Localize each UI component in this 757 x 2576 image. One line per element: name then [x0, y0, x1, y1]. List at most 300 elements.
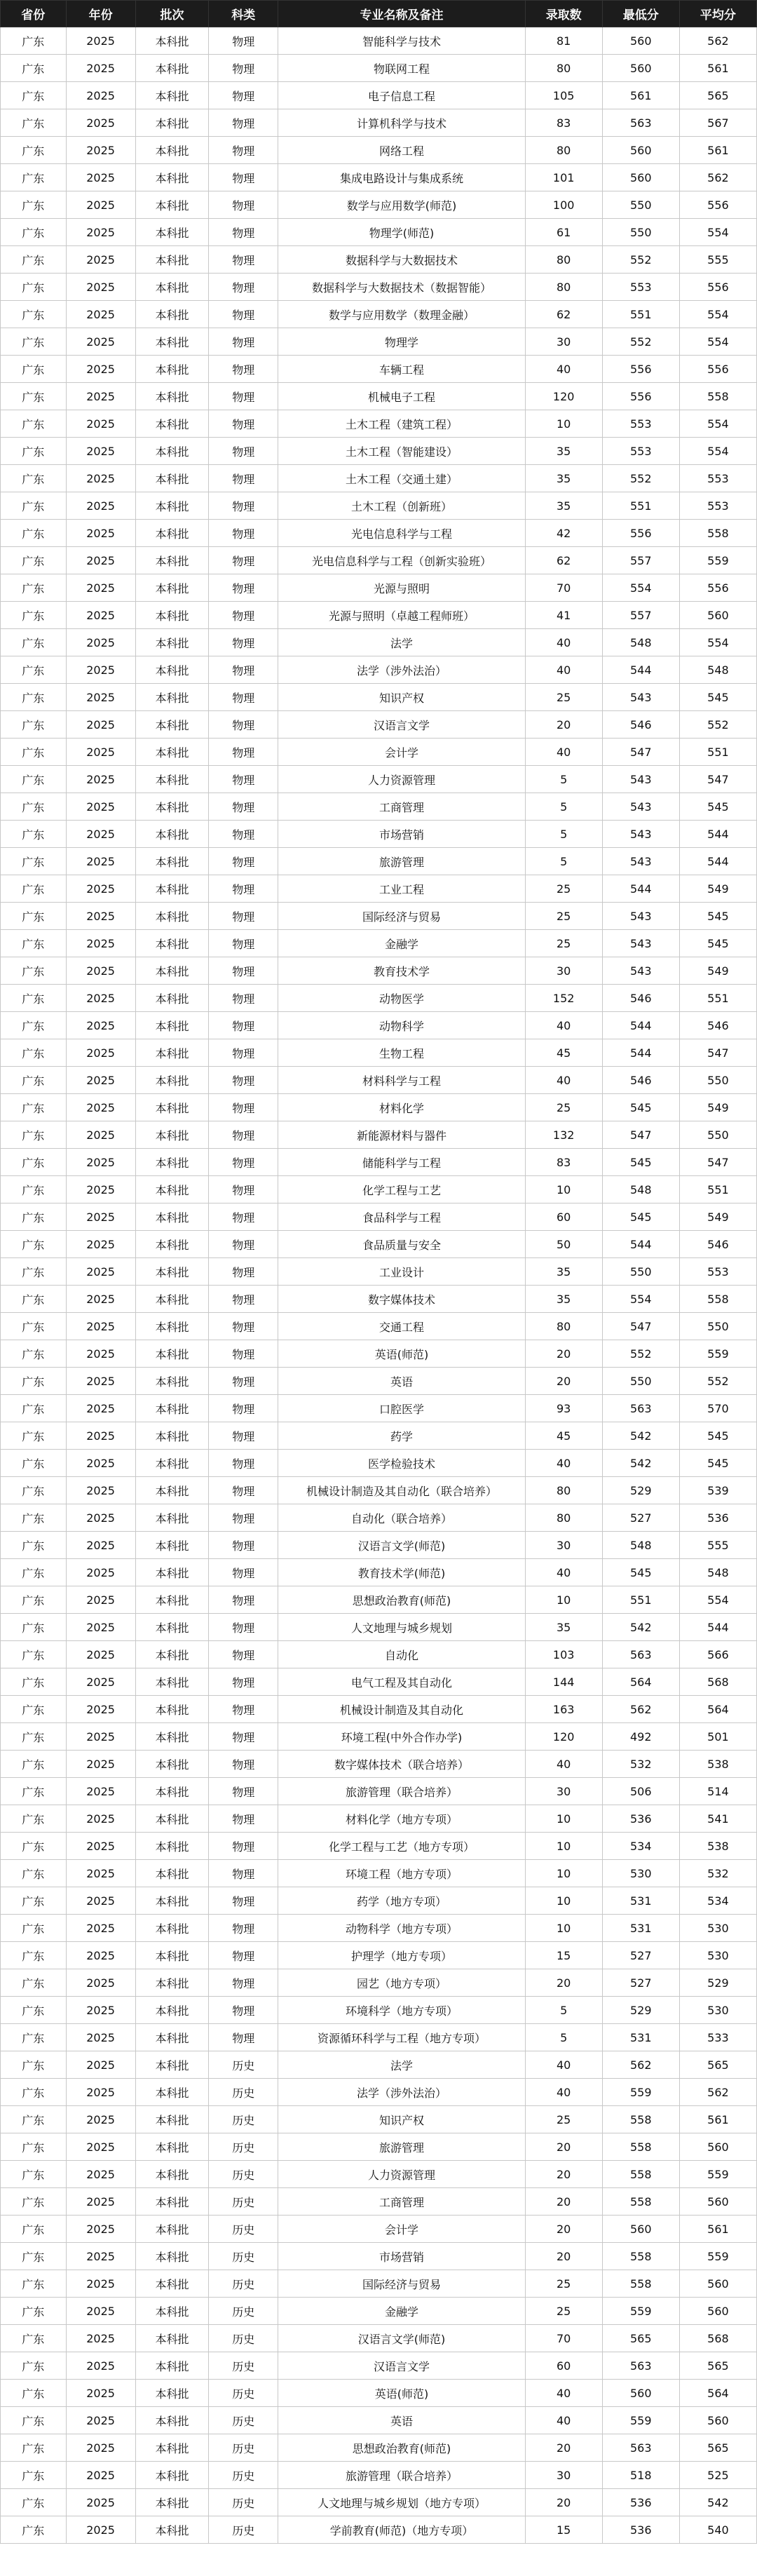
subject-type-cell: 物理 [209, 602, 278, 629]
table-row [1, 739, 757, 766]
year-cell: 2025 [66, 1340, 135, 1368]
admitted-count-cell: 25 [525, 2298, 602, 2325]
batch-cell: 本科批 [135, 383, 209, 410]
major-name-cell: 土木工程（创新班） [278, 492, 525, 520]
avg-score-cell: 552 [679, 711, 756, 739]
min-score-cell: 546 [602, 711, 679, 739]
batch-cell: 本科批 [135, 985, 209, 1012]
major-name-cell: 数字媒体技术 [278, 1286, 525, 1313]
year-cell: 2025 [66, 711, 135, 739]
min-score-cell: 543 [602, 957, 679, 985]
subject-type-cell: 物理 [209, 1997, 278, 2024]
batch-cell: 本科批 [135, 301, 209, 328]
table-row [1, 1805, 757, 1833]
table-row [1, 1860, 757, 1887]
province-cell: 广东 [1, 602, 67, 629]
admitted-count-cell: 30 [525, 328, 602, 356]
major-name-cell: 材料化学（地方专项） [278, 1805, 525, 1833]
avg-score-cell: 539 [679, 1477, 756, 1504]
admitted-count-cell: 10 [525, 1833, 602, 1860]
province-cell: 广东 [1, 164, 67, 191]
subject-type-cell: 物理 [209, 1231, 278, 1258]
major-name-cell: 土木工程（智能建设） [278, 438, 525, 465]
major-name-cell: 人力资源管理 [278, 2161, 525, 2188]
table-row [1, 2325, 757, 2352]
min-score-cell: 548 [602, 1176, 679, 1203]
subject-type-cell: 物理 [209, 1860, 278, 1887]
subject-type-cell: 物理 [209, 1286, 278, 1313]
year-cell: 2025 [66, 2106, 135, 2133]
major-name-cell: 工商管理 [278, 2188, 525, 2216]
subject-type-cell: 物理 [209, 465, 278, 492]
admitted-count-cell: 20 [525, 2133, 602, 2161]
subject-type-cell: 物理 [209, 1942, 278, 1969]
min-score-cell: 532 [602, 1751, 679, 1778]
admitted-count-cell: 80 [525, 246, 602, 274]
table-row [1, 1696, 757, 1723]
batch-cell: 本科批 [135, 410, 209, 438]
batch-cell: 本科批 [135, 82, 209, 109]
batch-cell: 本科批 [135, 137, 209, 164]
min-score-cell: 547 [602, 1121, 679, 1149]
major-name-cell: 旅游管理（联合培养） [278, 2462, 525, 2489]
subject-type-cell: 物理 [209, 1751, 278, 1778]
table-row [1, 1121, 757, 1149]
year-cell: 2025 [66, 219, 135, 246]
major-name-cell: 光源与照明 [278, 574, 525, 602]
year-cell: 2025 [66, 930, 135, 957]
avg-score-cell: 534 [679, 1887, 756, 1915]
avg-score-cell: 561 [679, 137, 756, 164]
year-cell: 2025 [66, 492, 135, 520]
subject-type-cell: 物理 [209, 1149, 278, 1176]
min-score-cell: 557 [602, 602, 679, 629]
subject-type-cell: 物理 [209, 629, 278, 656]
batch-cell: 本科批 [135, 1067, 209, 1094]
avg-score-cell: 538 [679, 1751, 756, 1778]
major-name-cell: 食品质量与安全 [278, 1231, 525, 1258]
table-row [1, 1395, 757, 1422]
year-cell: 2025 [66, 2161, 135, 2188]
min-score-cell: 530 [602, 1860, 679, 1887]
table-row [1, 1504, 757, 1532]
avg-score-cell: 558 [679, 1286, 756, 1313]
avg-score-cell: 514 [679, 1778, 756, 1805]
major-name-cell: 汉语言文学(师范) [278, 2325, 525, 2352]
subject-type-cell: 物理 [209, 1532, 278, 1559]
admitted-count-cell: 15 [525, 1942, 602, 1969]
year-cell: 2025 [66, 1559, 135, 1586]
header-admitted-count: 录取数 [525, 1, 602, 27]
year-cell: 2025 [66, 903, 135, 930]
admitted-count-cell: 20 [525, 711, 602, 739]
table-row [1, 465, 757, 492]
admitted-count-cell: 40 [525, 356, 602, 383]
subject-type-cell: 历史 [209, 2270, 278, 2298]
table-row [1, 2161, 757, 2188]
major-name-cell: 英语 [278, 2407, 525, 2434]
subject-type-cell: 历史 [209, 2216, 278, 2243]
major-name-cell: 数学与应用数学（数理金融） [278, 301, 525, 328]
admitted-count-cell: 30 [525, 1778, 602, 1805]
year-cell: 2025 [66, 1969, 135, 1997]
admitted-count-cell: 10 [525, 1915, 602, 1942]
year-cell: 2025 [66, 875, 135, 903]
admitted-count-cell: 5 [525, 821, 602, 848]
subject-type-cell: 物理 [209, 711, 278, 739]
major-name-cell: 光电信息科学与工程 [278, 520, 525, 547]
min-score-cell: 534 [602, 1833, 679, 1860]
province-cell: 广东 [1, 2407, 67, 2434]
admitted-count-cell: 35 [525, 492, 602, 520]
min-score-cell: 560 [602, 55, 679, 82]
subject-type-cell: 物理 [209, 1340, 278, 1368]
batch-cell: 本科批 [135, 1313, 209, 1340]
major-name-cell: 材料科学与工程 [278, 1067, 525, 1094]
table-row [1, 1641, 757, 1668]
min-score-cell: 552 [602, 328, 679, 356]
admitted-count-cell: 40 [525, 739, 602, 766]
batch-cell: 本科批 [135, 2270, 209, 2298]
admitted-count-cell: 163 [525, 1696, 602, 1723]
major-name-cell: 资源循环科学与工程（地方专项） [278, 2024, 525, 2051]
province-cell: 广东 [1, 985, 67, 1012]
year-cell: 2025 [66, 1504, 135, 1532]
table-row [1, 492, 757, 520]
avg-score-cell: 562 [679, 27, 756, 55]
year-cell: 2025 [66, 301, 135, 328]
min-score-cell: 563 [602, 1641, 679, 1668]
table-row [1, 821, 757, 848]
province-cell: 广东 [1, 2051, 67, 2079]
avg-score-cell: 562 [679, 2079, 756, 2106]
avg-score-cell: 530 [679, 1942, 756, 1969]
table-row [1, 2380, 757, 2407]
min-score-cell: 553 [602, 410, 679, 438]
avg-score-cell: 558 [679, 520, 756, 547]
min-score-cell: 529 [602, 1997, 679, 2024]
major-name-cell: 人文地理与城乡规划 [278, 1614, 525, 1641]
table-row [1, 1668, 757, 1696]
major-name-cell: 数字媒体技术（联合培养） [278, 1751, 525, 1778]
avg-score-cell: 501 [679, 1723, 756, 1751]
table-row [1, 2243, 757, 2270]
major-name-cell: 动物医学 [278, 985, 525, 1012]
min-score-cell: 531 [602, 1887, 679, 1915]
min-score-cell: 543 [602, 930, 679, 957]
major-name-cell: 物理学 [278, 328, 525, 356]
min-score-cell: 531 [602, 1915, 679, 1942]
major-name-cell: 物联网工程 [278, 55, 525, 82]
province-cell: 广东 [1, 2298, 67, 2325]
batch-cell: 本科批 [135, 1805, 209, 1833]
batch-cell: 本科批 [135, 1039, 209, 1067]
min-score-cell: 531 [602, 2024, 679, 2051]
min-score-cell: 543 [602, 684, 679, 711]
year-cell: 2025 [66, 191, 135, 219]
min-score-cell: 550 [602, 219, 679, 246]
admitted-count-cell: 5 [525, 1997, 602, 2024]
admitted-count-cell: 40 [525, 1559, 602, 1586]
batch-cell: 本科批 [135, 602, 209, 629]
province-cell: 广东 [1, 328, 67, 356]
year-cell: 2025 [66, 1286, 135, 1313]
year-cell: 2025 [66, 1422, 135, 1450]
major-name-cell: 土木工程（建筑工程） [278, 410, 525, 438]
batch-cell: 本科批 [135, 2352, 209, 2380]
year-cell: 2025 [66, 2380, 135, 2407]
province-cell: 广东 [1, 1751, 67, 1778]
min-score-cell: 545 [602, 1203, 679, 1231]
min-score-cell: 536 [602, 1805, 679, 1833]
table-row [1, 27, 757, 55]
batch-cell: 本科批 [135, 1203, 209, 1231]
admitted-count-cell: 30 [525, 2462, 602, 2489]
table-row [1, 2434, 757, 2462]
major-name-cell: 法学 [278, 629, 525, 656]
table-row [1, 629, 757, 656]
major-name-cell: 环境科学（地方专项） [278, 1997, 525, 2024]
year-cell: 2025 [66, 1203, 135, 1231]
avg-score-cell: 551 [679, 739, 756, 766]
major-name-cell: 电子信息工程 [278, 82, 525, 109]
table-row [1, 1723, 757, 1751]
batch-cell: 本科批 [135, 2325, 209, 2352]
province-cell: 广东 [1, 1778, 67, 1805]
province-cell: 广东 [1, 1039, 67, 1067]
table-row [1, 1450, 757, 1477]
avg-score-cell: 549 [679, 1094, 756, 1121]
table-body [1, 27, 757, 2544]
min-score-cell: 558 [602, 2106, 679, 2133]
avg-score-cell: 525 [679, 2462, 756, 2489]
min-score-cell: 543 [602, 793, 679, 821]
subject-type-cell: 物理 [209, 328, 278, 356]
admitted-count-cell: 40 [525, 2380, 602, 2407]
admitted-count-cell: 40 [525, 2051, 602, 2079]
subject-type-cell: 物理 [209, 55, 278, 82]
province-cell: 广东 [1, 574, 67, 602]
avg-score-cell: 547 [679, 766, 756, 793]
min-score-cell: 552 [602, 1340, 679, 1368]
admitted-count-cell: 45 [525, 1039, 602, 1067]
subject-type-cell: 物理 [209, 356, 278, 383]
table-row [1, 191, 757, 219]
avg-score-cell: 560 [679, 2407, 756, 2434]
subject-type-cell: 历史 [209, 2133, 278, 2161]
table-row [1, 1012, 757, 1039]
province-cell: 广东 [1, 1614, 67, 1641]
subject-type-cell: 物理 [209, 109, 278, 137]
subject-type-cell: 物理 [209, 1258, 278, 1286]
admitted-count-cell: 93 [525, 1395, 602, 1422]
table-row [1, 547, 757, 574]
batch-cell: 本科批 [135, 875, 209, 903]
province-cell: 广东 [1, 1696, 67, 1723]
avg-score-cell: 545 [679, 793, 756, 821]
province-cell: 广东 [1, 465, 67, 492]
subject-type-cell: 物理 [209, 1395, 278, 1422]
admitted-count-cell: 25 [525, 2106, 602, 2133]
year-cell: 2025 [66, 465, 135, 492]
year-cell: 2025 [66, 2024, 135, 2051]
avg-score-cell: 558 [679, 383, 756, 410]
min-score-cell: 563 [602, 109, 679, 137]
province-cell: 广东 [1, 1915, 67, 1942]
admitted-count-cell: 20 [525, 1368, 602, 1395]
admitted-count-cell: 61 [525, 219, 602, 246]
avg-score-cell: 566 [679, 1641, 756, 1668]
year-cell: 2025 [66, 2133, 135, 2161]
batch-cell: 本科批 [135, 1422, 209, 1450]
major-name-cell: 市场营销 [278, 821, 525, 848]
province-cell: 广东 [1, 1094, 67, 1121]
province-cell: 广东 [1, 383, 67, 410]
admitted-count-cell: 10 [525, 1887, 602, 1915]
table-row [1, 2407, 757, 2434]
batch-cell: 本科批 [135, 766, 209, 793]
avg-score-cell: 560 [679, 2133, 756, 2161]
province-cell: 广东 [1, 547, 67, 574]
batch-cell: 本科批 [135, 356, 209, 383]
admitted-count-cell: 103 [525, 1641, 602, 1668]
year-cell: 2025 [66, 1477, 135, 1504]
min-score-cell: 552 [602, 246, 679, 274]
batch-cell: 本科批 [135, 793, 209, 821]
year-cell: 2025 [66, 1614, 135, 1641]
province-cell: 广东 [1, 1286, 67, 1313]
year-cell: 2025 [66, 2051, 135, 2079]
subject-type-cell: 物理 [209, 1176, 278, 1203]
subject-type-cell: 物理 [209, 766, 278, 793]
subject-type-cell: 物理 [209, 1969, 278, 1997]
table-row [1, 109, 757, 137]
major-name-cell: 思想政治教育(师范) [278, 2434, 525, 2462]
province-cell: 广东 [1, 1532, 67, 1559]
year-cell: 2025 [66, 2270, 135, 2298]
subject-type-cell: 物理 [209, 1696, 278, 1723]
batch-cell: 本科批 [135, 2298, 209, 2325]
min-score-cell: 559 [602, 2407, 679, 2434]
province-cell: 广东 [1, 2516, 67, 2544]
admitted-count-cell: 20 [525, 2188, 602, 2216]
subject-type-cell: 物理 [209, 848, 278, 875]
subject-type-cell: 物理 [209, 438, 278, 465]
table-row [1, 985, 757, 1012]
admitted-count-cell: 80 [525, 274, 602, 301]
province-cell: 广东 [1, 684, 67, 711]
province-cell: 广东 [1, 2325, 67, 2352]
admitted-count-cell: 25 [525, 903, 602, 930]
table-row [1, 82, 757, 109]
province-cell: 广东 [1, 219, 67, 246]
header-min-score: 最低分 [602, 1, 679, 27]
year-cell: 2025 [66, 1723, 135, 1751]
year-cell: 2025 [66, 2434, 135, 2462]
year-cell: 2025 [66, 1450, 135, 1477]
min-score-cell: 560 [602, 2380, 679, 2407]
year-cell: 2025 [66, 1915, 135, 1942]
subject-type-cell: 物理 [209, 1915, 278, 1942]
min-score-cell: 556 [602, 520, 679, 547]
table-row [1, 1477, 757, 1504]
subject-type-cell: 物理 [209, 82, 278, 109]
major-name-cell: 思想政治教育(师范) [278, 1586, 525, 1614]
major-name-cell: 汉语言文学 [278, 711, 525, 739]
min-score-cell: 554 [602, 574, 679, 602]
subject-type-cell: 历史 [209, 2380, 278, 2407]
admitted-count-cell: 10 [525, 1176, 602, 1203]
batch-cell: 本科批 [135, 1149, 209, 1176]
table-row [1, 574, 757, 602]
year-cell: 2025 [66, 274, 135, 301]
min-score-cell: 551 [602, 301, 679, 328]
avg-score-cell: 560 [679, 2188, 756, 2216]
subject-type-cell: 物理 [209, 1477, 278, 1504]
min-score-cell: 527 [602, 1942, 679, 1969]
batch-cell: 本科批 [135, 109, 209, 137]
avg-score-cell: 554 [679, 1586, 756, 1614]
subject-type-cell: 物理 [209, 1723, 278, 1751]
year-cell: 2025 [66, 1532, 135, 1559]
subject-type-cell: 物理 [209, 656, 278, 684]
table-row [1, 1559, 757, 1586]
subject-type-cell: 物理 [209, 1313, 278, 1340]
avg-score-cell: 540 [679, 2516, 756, 2544]
min-score-cell: 553 [602, 274, 679, 301]
batch-cell: 本科批 [135, 1969, 209, 1997]
subject-type-cell: 物理 [209, 1641, 278, 1668]
table-row [1, 1778, 757, 1805]
province-cell: 广东 [1, 2216, 67, 2243]
batch-cell: 本科批 [135, 2024, 209, 2051]
province-cell: 广东 [1, 2489, 67, 2516]
avg-score-cell: 530 [679, 1915, 756, 1942]
province-cell: 广东 [1, 1969, 67, 1997]
header-year: 年份 [66, 1, 135, 27]
province-cell: 广东 [1, 1805, 67, 1833]
year-cell: 2025 [66, 1942, 135, 1969]
admitted-count-cell: 10 [525, 410, 602, 438]
major-name-cell: 网络工程 [278, 137, 525, 164]
admitted-count-cell: 62 [525, 547, 602, 574]
admitted-count-cell: 40 [525, 656, 602, 684]
province-cell: 广东 [1, 1395, 67, 1422]
subject-type-cell: 历史 [209, 2161, 278, 2188]
batch-cell: 本科批 [135, 1477, 209, 1504]
avg-score-cell: 555 [679, 246, 756, 274]
admitted-count-cell: 5 [525, 2024, 602, 2051]
admitted-count-cell: 25 [525, 2270, 602, 2298]
avg-score-cell: 544 [679, 848, 756, 875]
province-cell: 广东 [1, 1504, 67, 1532]
avg-score-cell: 562 [679, 164, 756, 191]
province-cell: 广东 [1, 492, 67, 520]
province-cell: 广东 [1, 793, 67, 821]
major-name-cell: 法学 [278, 2051, 525, 2079]
avg-score-cell: 552 [679, 1368, 756, 1395]
major-name-cell: 工业工程 [278, 875, 525, 903]
min-score-cell: 554 [602, 1286, 679, 1313]
province-cell: 广东 [1, 848, 67, 875]
batch-cell: 本科批 [135, 246, 209, 274]
min-score-cell: 559 [602, 2298, 679, 2325]
avg-score-cell: 554 [679, 438, 756, 465]
avg-score-cell: 565 [679, 2352, 756, 2380]
subject-type-cell: 历史 [209, 2079, 278, 2106]
major-name-cell: 生物工程 [278, 1039, 525, 1067]
avg-score-cell: 550 [679, 1121, 756, 1149]
